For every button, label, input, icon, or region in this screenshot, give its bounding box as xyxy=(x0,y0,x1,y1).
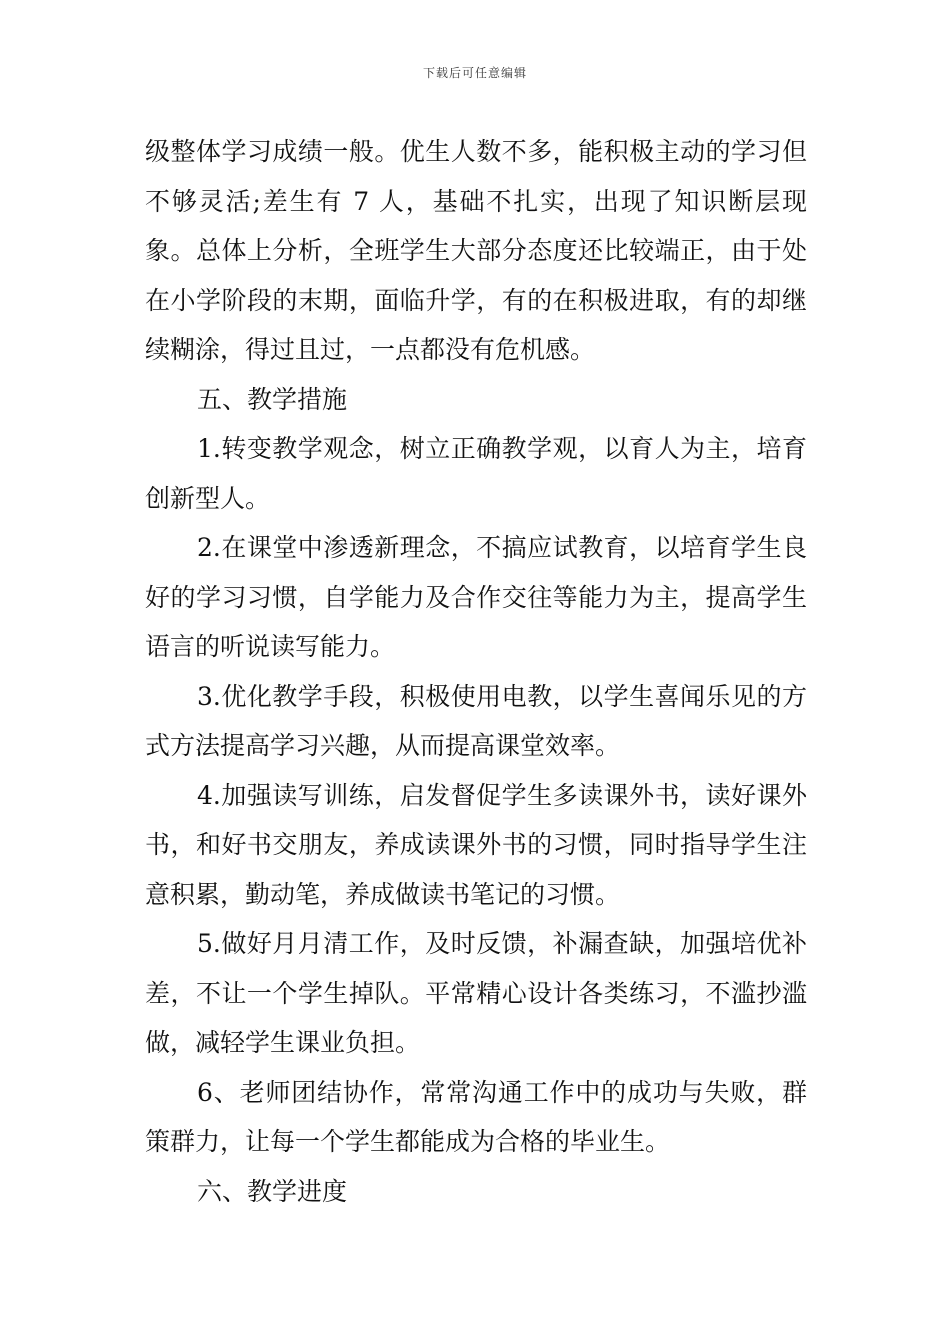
paragraph-class-analysis: 级整体学习成绩一般。优生人数不多，能积极主动的学习但不够灵活;差生有 7 人，基础不扎实，出现了知识断层现象。总体上分析，全班学生大部分态度还比较端正，由于处在小学阶段的末期，面临升学，有的在积极进取，有的却继续糊涂，得过且过，一点都没有危机感。 xyxy=(145,137,807,364)
section-heading-teaching-measures: 五、教学措施 xyxy=(197,384,348,414)
measure-item-3: 3.优化教学手段，积极使用电教，以学生喜闻乐见的方式方法提高学习兴趣，从而提高课堂效率。 xyxy=(145,681,807,760)
document-body xyxy=(145,127,807,1216)
measure-item-1: 1.转变教学观念，树立正确教学观，以育人为主，培育创新型人。 xyxy=(145,434,807,513)
page-header: 下载后可任意编辑 xyxy=(422,66,527,80)
measure-item-4: 4.加强读写训练，启发督促学生多读课外书，读好课外书，和好书交朋友，养成读课外书的习惯，同时指导学生注意积累，勤动笔，养成做读书笔记的习惯。 xyxy=(145,780,807,909)
measure-item-6: 6、老师团结协作，常常沟通工作中的成功与失败，群策群力，让每一个学生都能成为合格的毕业生。 xyxy=(145,1077,807,1156)
section-heading-teaching-progress: 六、教学进度 xyxy=(197,1176,348,1206)
measure-item-2: 2.在课堂中渗透新理念，不搞应试教育，以培育学生良好的学习习惯，自学能力及合作交往等能力为主，提高学生语言的听说读写能力。 xyxy=(145,533,807,661)
measure-item-5: 5.做好月月清工作，及时反馈，补漏查缺，加强培优补差，不让一个学生掉队。平常精心设计各类练习，不滥抄滥做，减轻学生课业负担。 xyxy=(145,929,807,1057)
